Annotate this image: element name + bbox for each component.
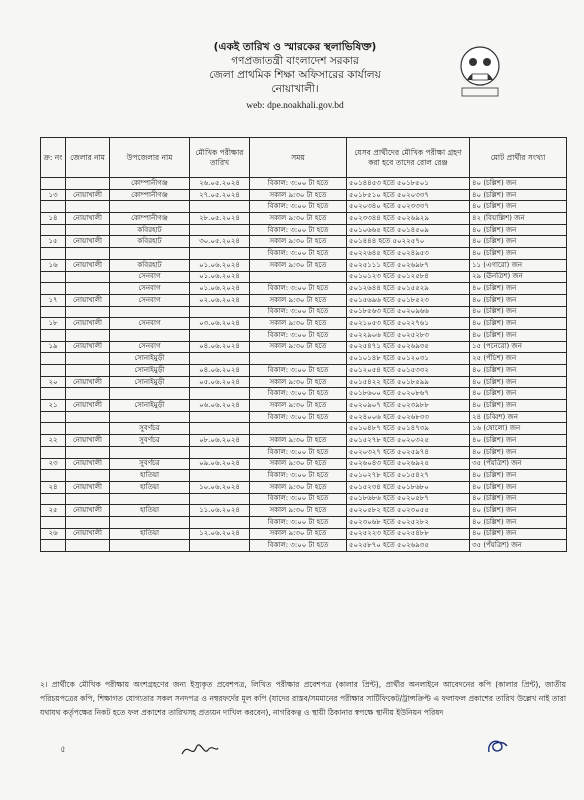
table-cell: বিকাল: ৩:০০ টা হতে [250, 178, 347, 190]
table-row [41, 248, 567, 260]
table-row [41, 376, 567, 388]
table-cell: হাতিয়া [110, 505, 190, 517]
table-cell: বিকাল: ৩:০০ টা হতে [250, 470, 347, 482]
table-row [41, 528, 567, 540]
table-cell [41, 446, 66, 458]
table-cell: ৫০২৫২২৩ হতে ৫০২৫৪৮৮ [347, 528, 470, 540]
table-cell [66, 493, 110, 505]
table-cell [190, 540, 250, 552]
table-cell [66, 329, 110, 341]
table-cell [41, 470, 66, 482]
table-cell: সকাল ৯:৩০ টা হতে [250, 318, 347, 330]
table-cell: ৫০২২৬৪৫ হতে ৫০২৪৯৫৩ [347, 248, 470, 260]
table-cell: ৫০১০১৪৮ হতে ৫০১২০৩১ [347, 353, 470, 365]
table-cell: ১৩ [41, 189, 66, 201]
table-cell: ৪০ (চল্লিশ) জন [470, 329, 567, 341]
table-cell [66, 353, 110, 365]
table-cell: ৫০১০১২৩ হতে ৫০১২৫৮৪ [347, 271, 470, 283]
table-cell: নোয়াখালী [66, 318, 110, 330]
table-cell [190, 248, 250, 260]
table-cell: ৫০২০৩২৭ হতে ৫০২৫৯৭৪ [347, 446, 470, 458]
table-cell: ২৯ (ঊনত্রিশ) জন [470, 271, 567, 283]
table-cell: নোয়াখালী [66, 236, 110, 248]
table-cell: ২৫ [41, 505, 66, 517]
table-cell [41, 388, 66, 400]
table-cell: নোয়াখালী [66, 435, 110, 447]
table-cell: ০৯.০৬.২০২৪ [190, 458, 250, 470]
table-cell: ২৩ [41, 458, 66, 470]
table-cell [110, 540, 190, 552]
table-cell: ৫০২৫১১১ হতে ৫০২৬৯৮৭ [347, 259, 470, 271]
table-cell [41, 271, 66, 283]
table-cell [66, 411, 110, 423]
table-cell: কবিরহাট [110, 224, 190, 236]
table-cell: ৫০২৫৮৭০ হতে ৫০২৬৯৩৫ [347, 540, 470, 552]
table-cell: ৪০ (চল্লিশ) জন [470, 376, 567, 388]
table-cell [110, 388, 190, 400]
table-cell: ৫০১৮৬০০ হতে ৫০২০৮৬৭ [347, 388, 470, 400]
table-cell [190, 470, 250, 482]
table-cell: নোয়াখালী [66, 528, 110, 540]
table-cell [41, 329, 66, 341]
table-cell: সেনবাগ [110, 283, 190, 295]
table-cell [66, 178, 110, 190]
initial-signature-icon [485, 736, 509, 758]
table-row [41, 236, 567, 248]
table-cell: ৫০১৮৬৮৬ হতে ৫০২০৫৮৭ [347, 493, 470, 505]
table-cell: ৪০ (চল্লিশ) জন [470, 283, 567, 295]
table-cell: ১৮ [41, 318, 66, 330]
table-cell: ৪০ (চল্লিশ) জন [470, 388, 567, 400]
table-cell: ০৮.০৬.২০২৪ [190, 435, 250, 447]
table-cell: কবিরহাট [110, 236, 190, 248]
table-cell: ৫০২৩০৬৮ হতে ৫০২৫২৮২ [347, 516, 470, 528]
table-row [41, 271, 567, 283]
table-cell: ১৬ [41, 259, 66, 271]
table-cell: ১০.০৬.২০২৪ [190, 481, 250, 493]
table-cell: নোয়াখালী [66, 189, 110, 201]
table-cell: সুবর্ণচর [110, 423, 190, 435]
column-header: ক্র: নং [41, 138, 66, 178]
table-cell: ৫০২০৯০৭ হতে ৫০২৩৯৮৮ [347, 400, 470, 412]
table-cell: সকাল ৯:৩০ টা হতে [250, 481, 347, 493]
table-cell: ০৪.০৬.২০২৪ [190, 341, 250, 353]
table-cell: ১৫ (পনেরো) জন [470, 341, 567, 353]
table-cell [110, 516, 190, 528]
table-cell: সোনাইমুড়ী [110, 400, 190, 412]
table-cell: ৩৫ (পঁয়ত্রিশ) জন [470, 540, 567, 552]
table-cell: ৪০ (চল্লিশ) জন [470, 400, 567, 412]
table-cell: সকাল ৯:৩০ টা হতে [250, 435, 347, 447]
table-cell: ৪০ (চল্লিশ) জন [470, 318, 567, 330]
table-row [41, 505, 567, 517]
table-cell: বিকাল: ৩:০০ টা হতে [250, 201, 347, 213]
table-cell: সকাল ৯:৩০ টা হতে [250, 505, 347, 517]
table-row [41, 388, 567, 400]
table-row [41, 470, 567, 482]
table-cell: ২১ [41, 400, 66, 412]
table-row [41, 294, 567, 306]
table-cell: নোয়াখালী [66, 259, 110, 271]
table-cell: সকাল ৯:৩০ টা হতে [250, 294, 347, 306]
table-cell [190, 446, 250, 458]
table-cell: কোম্পানীগঞ্জ [110, 189, 190, 201]
table-row [41, 353, 567, 365]
table-cell: ৪০ (চল্লিশ) জন [470, 435, 567, 447]
table-cell: ১৬ (ষোলো) জন [470, 423, 567, 435]
table-cell: ০৪.০৬.২০২৪ [190, 365, 250, 377]
column-header: মৌখিক পরীক্ষার তারিখ [190, 138, 250, 178]
table-cell: ০১.০৬.২০২৪ [190, 271, 250, 283]
table-cell: ১১.০৬.২০২৪ [190, 505, 250, 517]
table-cell [66, 248, 110, 260]
table-cell: বিকাল: ৩:০০ টা হতে [250, 516, 347, 528]
table-cell: ৩০.০৫.২০২৪ [190, 236, 250, 248]
table-cell: ২৪ (চব্বিশ) জন [470, 411, 567, 423]
table-cell: ১৭ [41, 294, 66, 306]
document-header [150, 40, 440, 113]
table-row [41, 493, 567, 505]
table-cell: ৫০২৪০০৬ হতে ৫০২৬৮৩৩ [347, 411, 470, 423]
table-body [41, 178, 567, 552]
table-cell: বিকাল: ৩:০০ টা হতে [250, 365, 347, 377]
table-cell: ৫০১৫৬৯৬ হতে ৫০১৮৫২৩ [347, 294, 470, 306]
table-cell: হাতিয়া [110, 528, 190, 540]
table-cell: ৪০ (চল্লিশ) জন [470, 178, 567, 190]
table-cell: ০৩.০৬.২০২৪ [190, 318, 250, 330]
table-cell: সেনবাগ [110, 341, 190, 353]
table-row [41, 213, 567, 225]
table-cell: ৫০১৮৫৬৩ হতে ৫০২০৯৬৬ [347, 306, 470, 318]
table-row [41, 178, 567, 190]
table-cell [190, 493, 250, 505]
table-cell [41, 353, 66, 365]
column-header: উপজেলার নাম [110, 138, 190, 178]
table-row [41, 318, 567, 330]
table-row [41, 458, 567, 470]
page-mark: ৫ [60, 745, 66, 755]
table-cell: হাতিয়া [110, 470, 190, 482]
table-row [41, 201, 567, 213]
table-cell [41, 493, 66, 505]
table-cell: নোয়াখালী [66, 505, 110, 517]
table-cell: ৪০ (চল্লিশ) জন [470, 493, 567, 505]
table-cell: ০৬.০৬.২০২৪ [190, 400, 250, 412]
table-cell: ৫০১৮৫১০ হতে ৫০২০৩৩৭ [347, 189, 470, 201]
table-row [41, 306, 567, 318]
table-cell [41, 283, 66, 295]
table-cell: ৫০১২৬৪৪ হতে ৫০১৫৫২৯ [347, 283, 470, 295]
table-cell: ৪০ (চল্লিশ) জন [470, 189, 567, 201]
table-cell [41, 306, 66, 318]
table-row [41, 329, 567, 341]
table-cell: কোম্পানীগঞ্জ [110, 213, 190, 225]
table-cell: সেনবাগ [110, 318, 190, 330]
table-row [41, 423, 567, 435]
table-row [41, 224, 567, 236]
table-cell: ৪০ (চল্লিশ) জন [470, 505, 567, 517]
header-line-1: (একই তারিখ ও স্মারকের স্থলাভিষিক্ত) [213, 41, 377, 53]
table-cell: ৪২ (বিয়াল্লিশ) জন [470, 213, 567, 225]
table-cell [66, 516, 110, 528]
table-cell [41, 178, 66, 190]
table-row [41, 435, 567, 447]
table-cell: ৫০১২০৫৪ হতে ৫০১৫৩৩২ [347, 365, 470, 377]
table-cell: কবিরহাট [110, 259, 190, 271]
table-row [41, 481, 567, 493]
table-cell: নোয়াখালী [66, 213, 110, 225]
table-cell: ৪০ (চল্লিশ) জন [470, 248, 567, 260]
table-cell [190, 201, 250, 213]
table-row [41, 259, 567, 271]
table-cell: ৪০ (চল্লিশ) জন [470, 224, 567, 236]
table-cell: ৩৫ (পঁয়ত্রিশ) জন [470, 458, 567, 470]
table-cell: নোয়াখালী [66, 458, 110, 470]
table-cell: বিকাল: ৩:০০ টা হতে [250, 283, 347, 295]
table-cell: ২২ [41, 435, 66, 447]
table-cell [190, 411, 250, 423]
table-cell: ০৫.০৬.২০২৪ [190, 376, 250, 388]
table-cell: ৪০ (চল্লিশ) জন [470, 481, 567, 493]
table-cell: বিকাল: ৩:০০ টা হতে [250, 388, 347, 400]
table-cell: ৪০ (চল্লিশ) জন [470, 446, 567, 458]
table-cell: ০১.০৬.২০২৪ [190, 259, 250, 271]
column-header: মোট প্রার্থীর সংখ্যা [470, 138, 567, 178]
table-row [41, 189, 567, 201]
table-row [41, 516, 567, 528]
table-cell [66, 540, 110, 552]
table-cell: ৫০১০৬৬৫ হতে ৫০১৪৫০৯ [347, 224, 470, 236]
table-cell [66, 388, 110, 400]
column-header: সময় [250, 138, 347, 178]
table-cell: বিকাল: ৩:০০ টা হতে [250, 248, 347, 260]
table-cell: ০১.০৬.২০২৪ [190, 283, 250, 295]
signature-icon [180, 740, 220, 760]
table-row [41, 400, 567, 412]
table-cell: সকাল ৯:৩০ টা হতে [250, 400, 347, 412]
table-cell [110, 493, 190, 505]
table-cell: ৪০ (চল্লিশ) জন [470, 528, 567, 540]
table-cell: সোনাইমুড়ী [110, 365, 190, 377]
table-cell: সেনবাগ [110, 271, 190, 283]
table-cell: ৫০২৩৩৪৪ হতে ৫০২৬৯২৯ [347, 213, 470, 225]
table-cell: সোনাইমুড়ী [110, 353, 190, 365]
table-cell [66, 201, 110, 213]
dpe-logo-icon [458, 44, 502, 100]
table-cell: ৫০২১০৫৩ হতে ৫০২২৭৬১ [347, 318, 470, 330]
table-cell: ৫০২০৩৪০ হতে ৫০২৩৩৩৭ [347, 201, 470, 213]
table-cell: ৪০ (চল্লিশ) জন [470, 294, 567, 306]
table-cell: ৫০২৬০৪৩ হতে ৫০২৬৯২৫ [347, 458, 470, 470]
table-cell: সকাল ৯:৩০ টা হতে [250, 236, 347, 248]
table-row [41, 341, 567, 353]
header-line-4: নোয়াখালী। [271, 83, 319, 95]
table-cell: বিকাল: ৩:০০ টা হতে [250, 306, 347, 318]
table-cell: ৫০২৫৪৭১ হতে ৫০২৬৯৩৫ [347, 341, 470, 353]
table-cell: ২৪ [41, 481, 66, 493]
table-cell [110, 248, 190, 260]
table-cell [66, 365, 110, 377]
table-row [41, 540, 567, 552]
table-cell: নোয়াখালী [66, 341, 110, 353]
table-cell: ৫০২০৫৮২ হতে ৫০২৩০৫৫ [347, 505, 470, 517]
table-cell: ৫০১০৪৮৭ হতে ৫০১৪৭৩৯ [347, 423, 470, 435]
table-cell [190, 224, 250, 236]
table-cell: ৫০১৪৪৪ হতে ৫০২২৫৭০ [347, 236, 470, 248]
table-cell: সেনবাগ [110, 294, 190, 306]
table-cell: বিকাল: ৩:০০ টা হতে [250, 329, 347, 341]
table-cell [250, 353, 347, 365]
table-cell: ২৫ (পঁচিশ) জন [470, 353, 567, 365]
header-website: web: dpe.noakhali.gov.bd [246, 101, 344, 111]
table-cell: ২৭.০৫.২০২৪ [190, 189, 250, 201]
table-cell: ৪০ (চল্লিশ) জন [470, 470, 567, 482]
table-cell: সকাল ৯:৩০ টা হতে [250, 189, 347, 201]
table-cell [41, 411, 66, 423]
table-cell [41, 248, 66, 260]
table-cell [190, 516, 250, 528]
table-cell: ৪০ (চল্লিশ) জন [470, 516, 567, 528]
table-cell: ৫০২২৯০৬ হতে ৫০২৫২৮৩ [347, 329, 470, 341]
table-cell: বিকাল: ৩:০০ টা হতে [250, 224, 347, 236]
table-cell: কোম্পানীগঞ্জ [110, 178, 190, 190]
table-cell: ৫০১০২৭৮ হতে ৫০১৫৪২৭ [347, 470, 470, 482]
table-cell: নোয়াখালী [66, 294, 110, 306]
table-cell: সকাল ৯:৩০ টা হতে [250, 458, 347, 470]
table-cell: ২৬ [41, 528, 66, 540]
table-header-row [41, 138, 567, 178]
table-cell [41, 201, 66, 213]
table-cell: বিকাল: ৩:০০ টা হতে [250, 493, 347, 505]
table-cell: সুবর্ণচর [110, 458, 190, 470]
table-cell: সকাল ৯:৩০ টা হতে [250, 341, 347, 353]
table-cell: বিকাল: ৩:০০ টা হতে [250, 411, 347, 423]
table-cell [190, 353, 250, 365]
table-cell: সকাল ৯:৩০ টা হতে [250, 259, 347, 271]
table-cell [41, 365, 66, 377]
table-cell: হাতিয়া [110, 481, 190, 493]
table-cell: বিকাল: ৩:০০ টা হতে [250, 446, 347, 458]
table-cell: বিকাল: ৩:০০ টা হতে [250, 540, 347, 552]
table-cell [41, 423, 66, 435]
table-cell: ৫০১৪৪৫৩ হতে ৫০১৮৫০১ [347, 178, 470, 190]
table-cell: ৪০ (চল্লিশ) জন [470, 306, 567, 318]
table-cell: ০২.০৬.২০২৪ [190, 294, 250, 306]
table-cell [66, 446, 110, 458]
table-cell: ৫০১৫২৭৮ হতে ৫০২০৩২৫ [347, 435, 470, 447]
table-cell [66, 306, 110, 318]
table-cell [250, 423, 347, 435]
table-cell [66, 423, 110, 435]
table-cell [190, 423, 250, 435]
table-cell: নোয়াখালী [66, 376, 110, 388]
table-cell: নোয়াখালী [66, 400, 110, 412]
table-cell: ২৮.০৫.২০২৪ [190, 213, 250, 225]
table-cell [66, 271, 110, 283]
column-header: যেসব প্রার্থীদের মৌখিক পরীক্ষা গ্রহণ করা হবে তাদের রোল রেঞ্জ [347, 138, 470, 178]
table-cell: নোয়াখালী [66, 481, 110, 493]
table-cell [41, 516, 66, 528]
table-cell: ১২.০৬.২০২৪ [190, 528, 250, 540]
table-cell: সকাল ৯:৩০ টা হতে [250, 376, 347, 388]
table-cell: ৫০১৫২৩৪ হতে ৫০১৮৬৮০ [347, 481, 470, 493]
table-cell [41, 224, 66, 236]
table-cell [41, 540, 66, 552]
table-cell: ১৫ [41, 236, 66, 248]
table-cell: ১৯ [41, 341, 66, 353]
table-cell [190, 329, 250, 341]
table-cell [110, 411, 190, 423]
table-cell [190, 306, 250, 318]
table-cell [110, 306, 190, 318]
table-cell: ৫০১৫৪২২ হতে ৫০১৮৫৯৯ [347, 376, 470, 388]
table-cell [66, 470, 110, 482]
table-cell: সুবর্ণচর [110, 435, 190, 447]
viva-schedule-table [40, 137, 567, 552]
table-cell: ১৪ [41, 213, 66, 225]
table-row [41, 411, 567, 423]
table-cell: ৪০ (চল্লিশ) জন [470, 201, 567, 213]
table-cell: ২০ [41, 376, 66, 388]
header-line-2: গণপ্রজাতন্ত্রী বাংলাদেশ সরকার [231, 55, 359, 67]
footer-note: ২। প্রার্থীকে মৌখিক পরীক্ষায় অংশগ্রহণের জন্য ইস্যুকৃত প্রবেশপত্র, লিখিত পরীক্ষার প্রবেশপত্র (কালার প্রিন্ট), প্রার্থীর অনলাইনে আবেদনের কপি (কালার প্রিন্ট), জাতীয় পরিচয়পত্রের কপি, শিক্ষাগত যোগ্যতার সকল সনদপত্র ও নম্বরফর্দের মূল কপি (যাদের রাস্তব/সমমানের পরীক্ষার সার্টিফিকেট/ট্রান্সক্রিপ্ট এ ফলাফল প্রকাশের তারিখ উল্লেখ নাই তারা যথাযথ কর্তৃপক্ষের নিকট হতে ফল প্রকাশের তারিখসহ প্রত্যয়ন দাখিল করবেন), নাগরিকত্ব ও স্থায়ী ঠিকানার স্বপক্ষে স্থানীয় ইউনিয়ন পরিষদ [40, 680, 566, 717]
table-row [41, 446, 567, 458]
table-cell: ১১ (এগারো) জন [470, 259, 567, 271]
table-row [41, 365, 567, 377]
table-cell [250, 271, 347, 283]
column-header: জেলার নাম [66, 138, 110, 178]
header-line-3: জেলা প্রাথমিক শিক্ষা অফিসারের কার্যালয় [209, 69, 381, 81]
table-cell [66, 224, 110, 236]
table-cell: ৪০ (চল্লিশ) জন [470, 365, 567, 377]
table-cell [190, 388, 250, 400]
table-cell [66, 283, 110, 295]
table-cell: সোনাইমুড়ী [110, 376, 190, 388]
table-cell: ৪০ (চল্লিশ) জন [470, 236, 567, 248]
table-cell [110, 329, 190, 341]
table-cell: সকাল ৯:৩০ টা হতে [250, 528, 347, 540]
table-cell: সকাল ৯:৩০ টা হতে [250, 213, 347, 225]
table-row [41, 283, 567, 295]
table-cell [110, 201, 190, 213]
table-cell: ২৬.০৫.২০২৪ [190, 178, 250, 190]
table-cell [110, 446, 190, 458]
